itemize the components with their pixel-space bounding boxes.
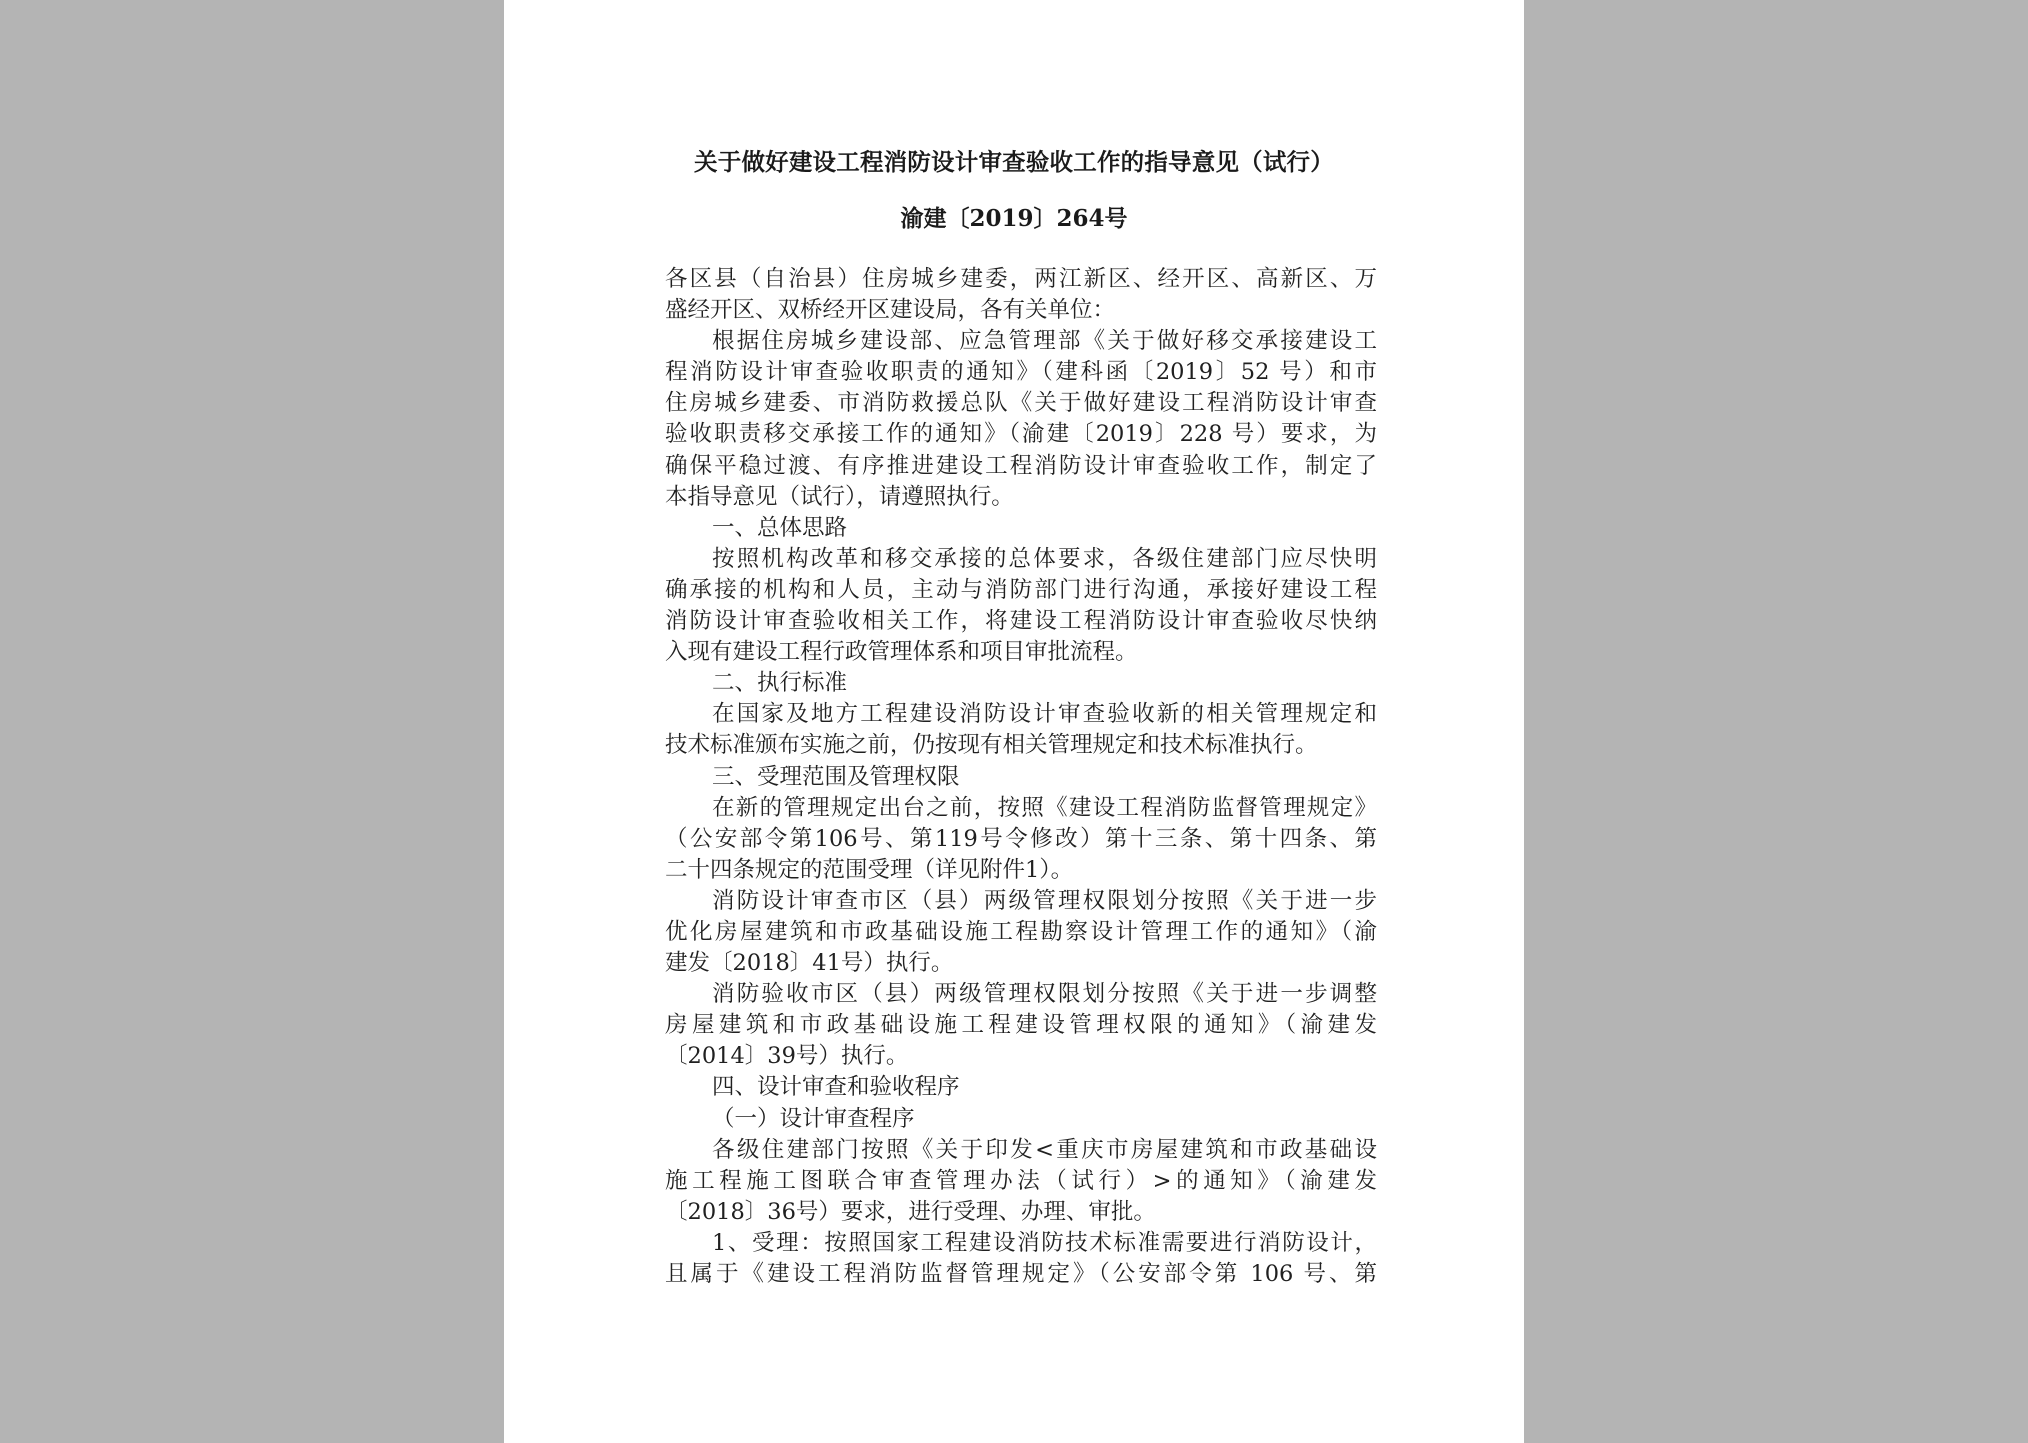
section-heading: 一、总体思路 [712,514,848,541]
body-line: 住房城乡建委、市消防救援总队《关于做好建设工程消防设计审查 [665,390,1377,417]
document-page [504,0,1524,1443]
body-line: 入现有建设工程行政管理体系和项目审批流程。 [665,639,1138,666]
body-line: 各级住建部门按照《关于印发<重庆市房屋建筑和市政基础设 [712,1136,1377,1163]
body-line: 建发〔2018〕41号）执行。 [665,950,954,977]
body-line: 按照机构改革和移交承接的总体要求，各级住建部门应尽快明 [712,545,1377,572]
subsection-heading: （一）设计审查程序 [712,1105,915,1132]
body-line: 在新的管理规定出台之前，按照《建设工程消防监督管理规定》 [712,794,1377,821]
document-body [665,264,1377,1290]
document-title: 关于做好建设工程消防设计审查验收工作的指导意见（试行） [694,148,1334,176]
body-line: 二十四条规定的范围受理（详见附件1）。 [665,856,1074,883]
section-heading: 二、执行标准 [712,670,848,697]
body-line: 施工程施工图联合审查管理办法（试行）>的通知》（渝建发 [665,1167,1377,1194]
body-line: 1、受理：按照国家工程建设消防技术标准需要进行消防设计， [712,1229,1377,1256]
body-line: 盛经开区、双桥经开区建设局，各有关单位： [665,297,1116,324]
section-heading: 四、设计审查和验收程序 [712,1074,960,1101]
body-line: 消防设计审查验收相关工作，将建设工程消防设计审查验收尽快纳 [665,608,1377,635]
section-heading: 三、受理范围及管理权限 [712,763,960,790]
body-line: 在国家及地方工程建设消防设计审查验收新的相关管理规定和 [712,701,1377,728]
body-line: 验收职责移交承接工作的通知》（渝建〔2019〕228 号）要求，为 [665,421,1377,448]
body-line: 房屋建筑和市政基础设施工程建设管理权限的通知》（渝建发 [665,1012,1377,1039]
body-line: 程消防设计审查验收职责的通知》（建科函〔2019〕52 号）和市 [665,359,1377,386]
body-line: 〔2014〕39号）执行。 [665,1043,909,1070]
body-line: 消防设计审查市区（县）两级管理权限划分按照《关于进一步 [712,887,1377,914]
body-line: 确保平稳过渡、有序推进建设工程消防设计审查验收工作，制定了 [665,452,1377,479]
body-line: 根据住房城乡建设部、应急管理部《关于做好移交承接建设工 [712,328,1377,355]
body-line: （公安部令第106号、第119号令修改）第十三条、第十四条、第 [665,825,1377,852]
body-line: 确承接的机构和人员，主动与消防部门进行沟通，承接好建设工程 [665,576,1377,603]
body-line: 消防验收市区（县）两级管理权限划分按照《关于进一步调整 [712,981,1377,1008]
body-line: 各区县（自治县）住房城乡建委，两江新区、经开区、高新区、万 [665,266,1377,292]
body-line: 优化房屋建筑和市政基础设施工程勘察设计管理工作的通知》（渝 [665,918,1377,945]
body-line: 〔2018〕36号）要求，进行受理、办理、审批。 [665,1198,1156,1225]
body-line: 本指导意见（试行），请遵照执行。 [665,483,1014,510]
body-line: 且属于《建设工程消防监督管理规定》（公安部令第 106 号、第 [665,1261,1377,1287]
body-line: 技术标准颁布实施之前，仍按现有相关管理规定和技术标准执行。 [665,732,1318,759]
document-number: 渝建〔2019〕264号 [900,205,1128,232]
